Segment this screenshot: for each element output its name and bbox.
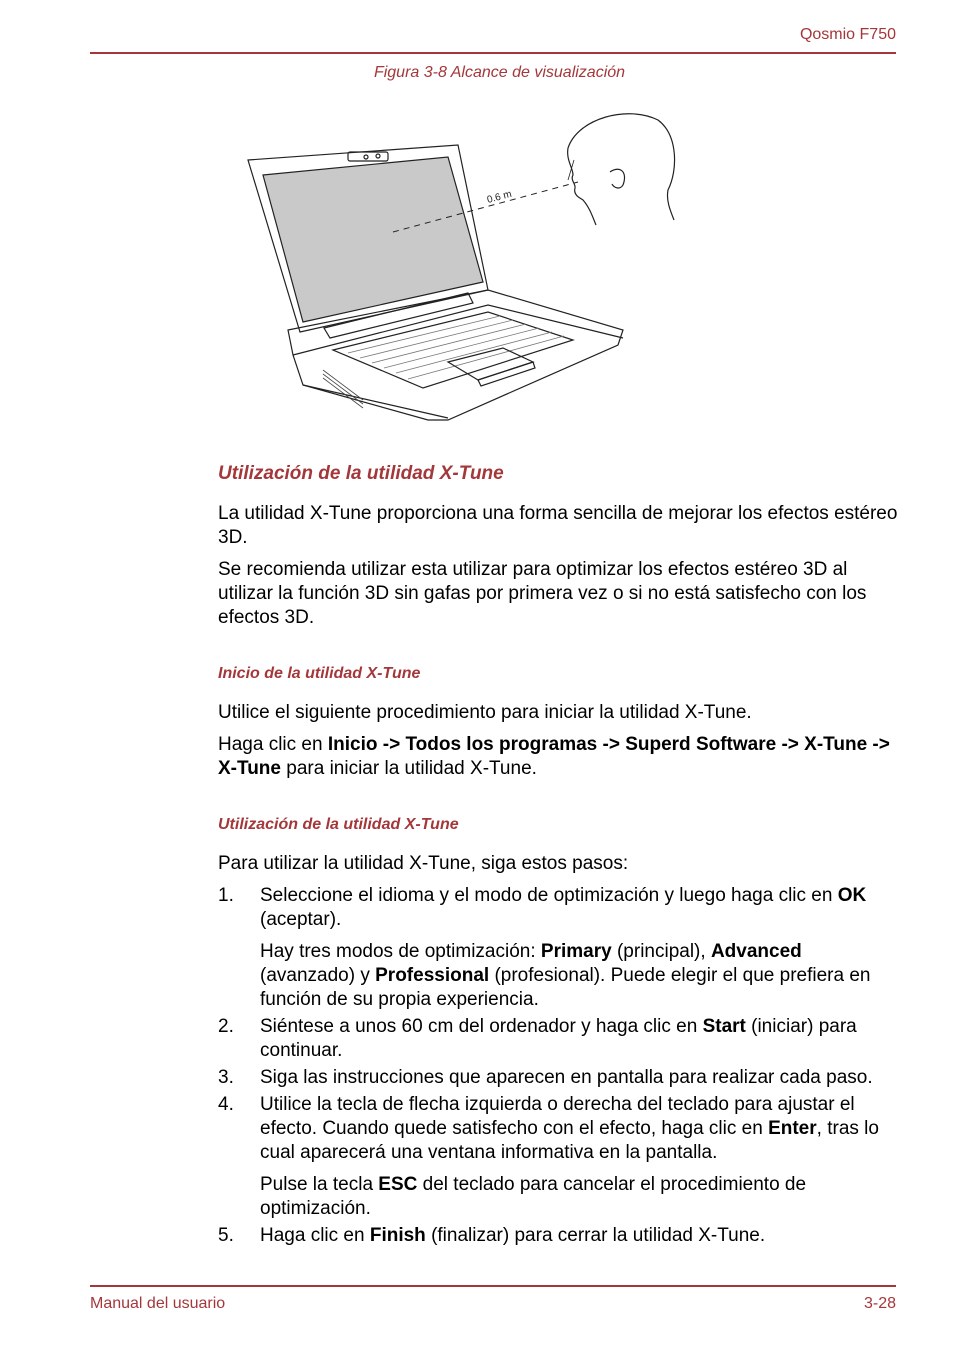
section-heading-using-xtune: Utilización de la utilidad X-Tune (218, 463, 504, 484)
list-item: 1. Seleccione el idioma y el modo de optimización y luego haga clic en OK (aceptar). Hay tres modos de optimización: Primary (principal), Advanced (avanzado) y Professional (profesional). Puede elegir el que prefiera en función de su propia experiencia. (218, 885, 871, 1010)
paragraph: Haga clic en Inicio -> Todos los programas -> Superd Software -> X-Tune -> X-Tune para iniciar la utilidad X-Tune. (218, 734, 890, 779)
distance-label: 0.6 m (485, 188, 513, 206)
list-item: 4. Utilice la tecla de flecha izquierda o derecha del teclado para ajustar el efecto. Cuando quede satisfecho con el efecto, haga clic en Enter, tras lo cual aparecerá una ventana informativa en la pantalla. Pulse la tecla ESC del teclado para cancelar el procedimiento de optimización. (218, 1094, 879, 1219)
footer-rule (90, 1285, 896, 1287)
footer-manual-title: Manual del usuario (90, 1295, 226, 1312)
paragraph: La utilidad X-Tune proporciona una forma sencilla de mejorar los efectos estéreo 3D. (218, 503, 898, 548)
paragraph: Para utilizar la utilidad X-Tune, siga estos pasos: (218, 853, 629, 874)
figure-caption: Figura 3-8 Alcance de visualización (373, 64, 626, 81)
subsection-heading-use-xtune: Utilización de la utilidad X-Tune (218, 816, 459, 833)
paragraph: Se recomienda utilizar esta utilizar para optimizar los efectos estéreo 3D al utilizar la función 3D sin gafas por primera vez o si no está satisfecho con los efectos 3D. (218, 559, 867, 628)
subsection-heading-start-xtune: Inicio de la utilidad X-Tune (218, 665, 421, 682)
list-item: 2. Siéntese a unos 60 cm del ordenador y haga clic en Start (iniciar) para continuar. (218, 1016, 857, 1061)
header-rule (90, 52, 896, 54)
list-item: 3. Siga las instrucciones que aparecen en pantalla para realizar cada paso. (218, 1067, 873, 1088)
laptop-viewing-illustration (238, 100, 698, 430)
menu-path: Inicio -> Todos los programas -> Superd Software -> X-Tune -> X-Tune (218, 734, 890, 779)
list-item: 5. Haga clic en Finish (finalizar) para cerrar la utilidad X-Tune. (218, 1225, 766, 1246)
main-content (218, 462, 898, 1251)
page-number: 3-28 (863, 1295, 896, 1312)
paragraph: Utilice el siguiente procedimiento para iniciar la utilidad X-Tune. (218, 702, 752, 723)
steps-list (218, 884, 898, 1248)
header-title: Qosmio F750 (799, 26, 896, 43)
